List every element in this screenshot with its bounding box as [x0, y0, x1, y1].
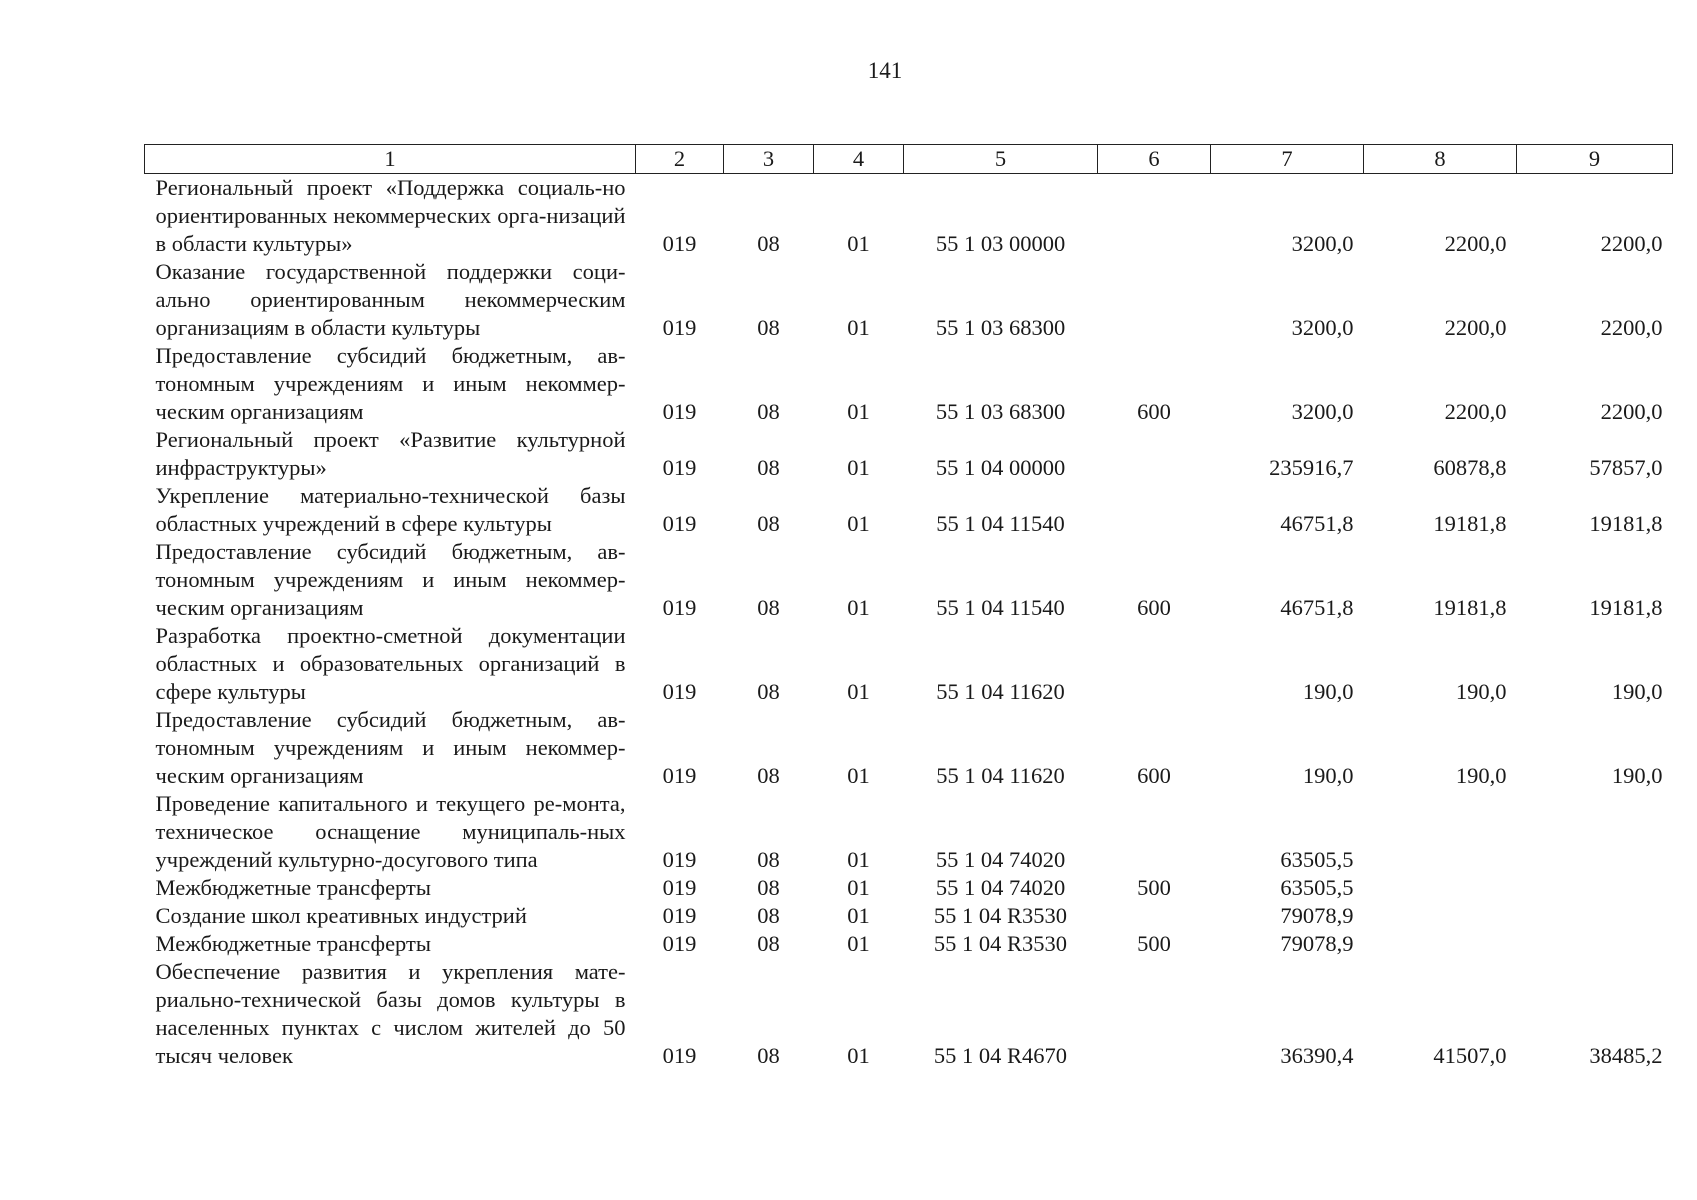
- header-col-8: 8: [1364, 145, 1517, 174]
- row-col-7: 190,0: [1302, 679, 1354, 704]
- row-col-9: 38485,2: [1589, 1043, 1663, 1068]
- row-col-9: [1517, 930, 1673, 958]
- row-col-2: 019: [662, 231, 697, 256]
- header-col-3: 3: [724, 145, 814, 174]
- header-col-6: 6: [1098, 145, 1211, 174]
- row-name: Разработка проектно-сметной документации областных и образовательных организаций в сфере культуры: [155, 623, 626, 704]
- row-col-9: [1517, 902, 1673, 930]
- row-col-5: 55 1 04 R4670: [933, 1043, 1068, 1068]
- row-col-3: 08: [757, 315, 780, 340]
- row-col-3: 08: [757, 231, 780, 256]
- row-col-8: 190,0: [1455, 679, 1507, 704]
- row-col-5: 55 1 04 11540: [936, 595, 1065, 620]
- row-col-7: 46751,8: [1280, 511, 1354, 536]
- row-col-9: 57857,0: [1589, 455, 1663, 480]
- row-name: Предоставление субсидий бюджетным, ав-тономным учреждениям и иным некоммер-ческим организациям: [155, 343, 626, 424]
- row-col-8: 2200,0: [1444, 231, 1507, 256]
- row-col-6: 600: [1137, 763, 1171, 788]
- row-col-7: 63505,5: [1280, 847, 1354, 872]
- table-row: [145, 538, 1673, 622]
- row-col-4: 01: [847, 455, 870, 480]
- table-row: [145, 482, 1673, 538]
- row-col-6: [1098, 258, 1211, 342]
- table-row: [145, 342, 1673, 426]
- table-row: [145, 174, 1673, 259]
- header-col-4: 4: [814, 145, 904, 174]
- row-col-9: 2200,0: [1600, 399, 1663, 424]
- row-col-7: 235916,7: [1269, 455, 1354, 480]
- row-col-6: [1098, 482, 1211, 538]
- row-col-7: 3200,0: [1291, 399, 1354, 424]
- row-col-5: 55 1 04 11620: [936, 763, 1065, 788]
- row-name: Межбюджетные трансферты: [155, 875, 431, 900]
- row-col-6: [1098, 902, 1211, 930]
- row-col-8: 19181,8: [1433, 595, 1507, 620]
- row-col-4: 01: [847, 399, 870, 424]
- row-col-5: 55 1 04 11540: [936, 511, 1065, 536]
- row-col-7: 190,0: [1302, 763, 1354, 788]
- row-col-2: 019: [662, 455, 697, 480]
- row-col-2: 019: [662, 595, 697, 620]
- row-col-5: 55 1 04 11620: [936, 679, 1065, 704]
- row-col-5: 55 1 04 74020: [935, 875, 1066, 900]
- row-col-2: 019: [662, 903, 697, 928]
- row-name: Обеспечение развития и укрепления мате-риально-технической базы домов культуры в населенных пунктах с числом жителей до 50 тысяч человек: [155, 959, 626, 1068]
- row-col-9: [1517, 874, 1673, 902]
- row-col-5: 55 1 03 68300: [935, 399, 1066, 424]
- row-col-3: 08: [757, 399, 780, 424]
- row-col-4: 01: [847, 847, 870, 872]
- row-col-5: 55 1 04 R3530: [933, 931, 1068, 956]
- row-col-4: 01: [847, 875, 870, 900]
- row-col-9: 19181,8: [1589, 595, 1663, 620]
- row-col-3: 08: [757, 595, 780, 620]
- row-name: Предоставление субсидий бюджетным, ав-тономным учреждениям и иным некоммер-ческим организациям: [155, 707, 626, 788]
- row-col-4: 01: [847, 231, 870, 256]
- row-col-8: 2200,0: [1444, 399, 1507, 424]
- row-name: Проведение капитального и текущего ре-монта, техническое оснащение муниципаль-ных учреждений культурно-досугового типа: [155, 791, 626, 872]
- row-col-6: 600: [1137, 399, 1171, 424]
- row-col-2: 019: [662, 875, 697, 900]
- row-col-5: 55 1 03 00000: [935, 231, 1066, 256]
- table-row: [145, 874, 1673, 902]
- row-col-2: 019: [662, 399, 697, 424]
- row-col-7: 79078,9: [1280, 903, 1354, 928]
- row-col-7: 63505,5: [1280, 875, 1354, 900]
- table-row: [145, 958, 1673, 1070]
- row-col-6: [1098, 622, 1211, 706]
- budget-table: [144, 144, 1673, 1070]
- row-col-5: 55 1 03 68300: [935, 315, 1066, 340]
- row-col-2: 019: [662, 763, 697, 788]
- table-row: [145, 930, 1673, 958]
- row-col-8: 41507,0: [1433, 1043, 1507, 1068]
- row-col-2: 019: [662, 847, 697, 872]
- row-col-9: 190,0: [1611, 679, 1663, 704]
- row-col-5: 55 1 04 00000: [935, 455, 1066, 480]
- row-col-5: 55 1 04 74020: [935, 847, 1066, 872]
- row-col-8: [1364, 874, 1517, 902]
- row-col-4: 01: [847, 763, 870, 788]
- page-number: 141: [867, 58, 903, 83]
- row-col-3: 08: [757, 875, 780, 900]
- row-col-9: 2200,0: [1600, 315, 1663, 340]
- table-row: [145, 426, 1673, 482]
- row-col-5: 55 1 04 R3530: [933, 903, 1068, 928]
- row-col-6: 500: [1137, 875, 1171, 900]
- row-col-2: 019: [662, 511, 697, 536]
- row-col-4: 01: [847, 595, 870, 620]
- row-col-7: 79078,9: [1280, 931, 1354, 956]
- row-col-6: 500: [1137, 931, 1171, 956]
- row-col-9: 19181,8: [1589, 511, 1663, 536]
- row-col-8: 19181,8: [1433, 511, 1507, 536]
- row-col-2: 019: [662, 931, 697, 956]
- row-col-8: 60878,8: [1433, 455, 1507, 480]
- table-row: [145, 902, 1673, 930]
- row-col-7: 3200,0: [1291, 315, 1354, 340]
- row-col-9: 2200,0: [1600, 231, 1663, 256]
- row-col-7: 3200,0: [1291, 231, 1354, 256]
- header-row: [145, 145, 1673, 174]
- header-col-2: 2: [636, 145, 724, 174]
- row-col-4: 01: [847, 931, 870, 956]
- table-row: [145, 706, 1673, 790]
- row-col-9: 190,0: [1611, 763, 1663, 788]
- row-name: Оказание государственной поддержки соци-ально ориентированным некоммерческим организациям в области культуры: [155, 259, 626, 340]
- row-col-8: 190,0: [1455, 763, 1507, 788]
- row-col-2: 019: [662, 1043, 697, 1068]
- row-col-3: 08: [757, 931, 780, 956]
- row-col-4: 01: [847, 315, 870, 340]
- header-col-9: 9: [1517, 145, 1673, 174]
- row-col-2: 019: [662, 679, 697, 704]
- row-col-6: [1098, 790, 1211, 874]
- table-header: [145, 145, 1673, 174]
- row-name: Создание школ креативных индустрий: [155, 903, 527, 928]
- row-col-6: [1098, 426, 1211, 482]
- row-name: Региональный проект «Поддержка социаль-но ориентированных некоммерческих орга-низаций в области культуры»: [155, 175, 626, 256]
- row-col-7: 36390,4: [1280, 1043, 1354, 1068]
- row-col-4: 01: [847, 511, 870, 536]
- row-col-3: 08: [757, 903, 780, 928]
- header-col-7: 7: [1211, 145, 1364, 174]
- row-col-3: 08: [757, 763, 780, 788]
- table-row: [145, 622, 1673, 706]
- row-name: Межбюджетные трансферты: [155, 931, 431, 956]
- header-col-1: 1: [145, 145, 636, 174]
- row-col-3: 08: [757, 679, 780, 704]
- row-col-6: 600: [1137, 595, 1171, 620]
- row-name: Региональный проект «Развитие культурной инфраструктуры»: [155, 427, 626, 480]
- row-col-8: [1364, 930, 1517, 958]
- row-col-4: 01: [847, 903, 870, 928]
- row-col-8: 2200,0: [1444, 315, 1507, 340]
- table-row: [145, 790, 1673, 874]
- row-col-3: 08: [757, 1043, 780, 1068]
- table-body: [145, 174, 1673, 1071]
- row-col-6: [1098, 958, 1211, 1070]
- row-col-2: 019: [662, 315, 697, 340]
- row-col-6: [1098, 174, 1211, 259]
- row-col-7: 46751,8: [1280, 595, 1354, 620]
- row-col-8: [1364, 902, 1517, 930]
- row-name: Предоставление субсидий бюджетным, ав-тономным учреждениям и иным некоммер-ческим организациям: [155, 539, 626, 620]
- row-col-3: 08: [757, 847, 780, 872]
- row-col-3: 08: [757, 511, 780, 536]
- row-col-4: 01: [847, 1043, 870, 1068]
- row-name: Укрепление материально-технической базы областных учреждений в сфере культуры: [155, 483, 626, 536]
- row-col-3: 08: [757, 455, 780, 480]
- row-col-9: [1517, 790, 1673, 874]
- row-col-4: 01: [847, 679, 870, 704]
- header-col-5: 5: [904, 145, 1098, 174]
- row-col-8: [1364, 790, 1517, 874]
- table-row: [145, 258, 1673, 342]
